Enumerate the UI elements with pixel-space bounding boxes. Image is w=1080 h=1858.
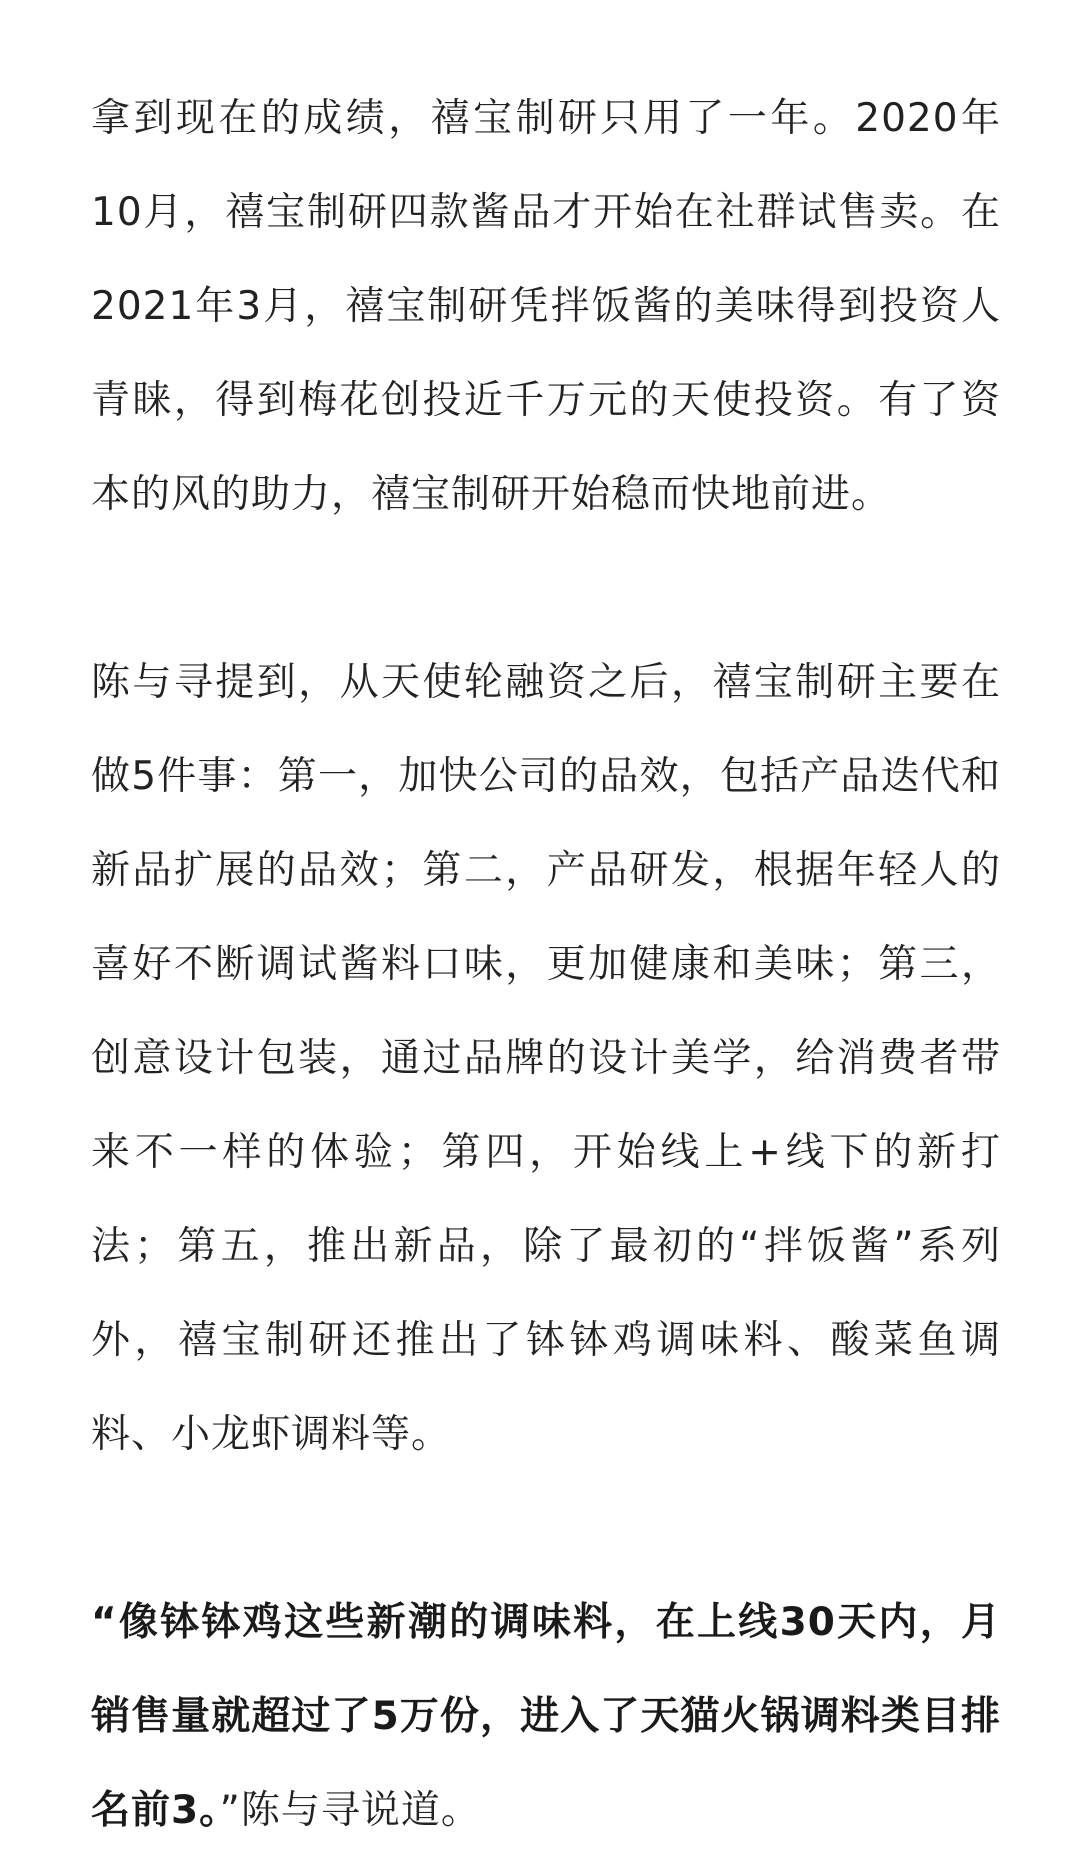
quote-attribution: ”陈与寻说道。 [219, 1788, 481, 1833]
paragraph-1: 拿到现在的成绩，禧宝制研只用了一年。2020年10月，禧宝制研四款酱品才开始在社群试售卖。在2021年3月，禧宝制研凭拌饭酱的美味得到投资人青睐，得到梅花创投近千万元的天使投资。有了资本的风的助力，禧宝制研开始稳而快地前进。 [91, 96, 1001, 517]
article-body [91, 72, 1001, 1858]
paragraph-spacer [91, 542, 1001, 636]
paragraph-spacer [91, 1482, 1001, 1576]
paragraph-2: 陈与寻提到，从天使轮融资之后，禧宝制研主要在做5件事：第一，加快公司的品效，包括产品迭代和新品扩展的品效；第二，产品研发，根据年轻人的喜好不断调试酱料口味，更加健康和美味；第三，创意设计包装，通过品牌的设计美学，给消费者带来不一样的体验；第四，开始线上+线下的新打法；第五，推出新品，除了最初的“拌饭酱”系列外，禧宝制研还推出了钵钵鸡调味料、酸菜鱼调料、小龙虾调料等。 [91, 660, 1001, 1457]
quote-bold-text: “像钵钵鸡这些新潮的调味料，在上线30天内，月销售量就超过了5万份，进入了天猫火锅调料类目排名前3。 [91, 1600, 1001, 1833]
quote-paragraph [91, 1576, 1001, 1858]
